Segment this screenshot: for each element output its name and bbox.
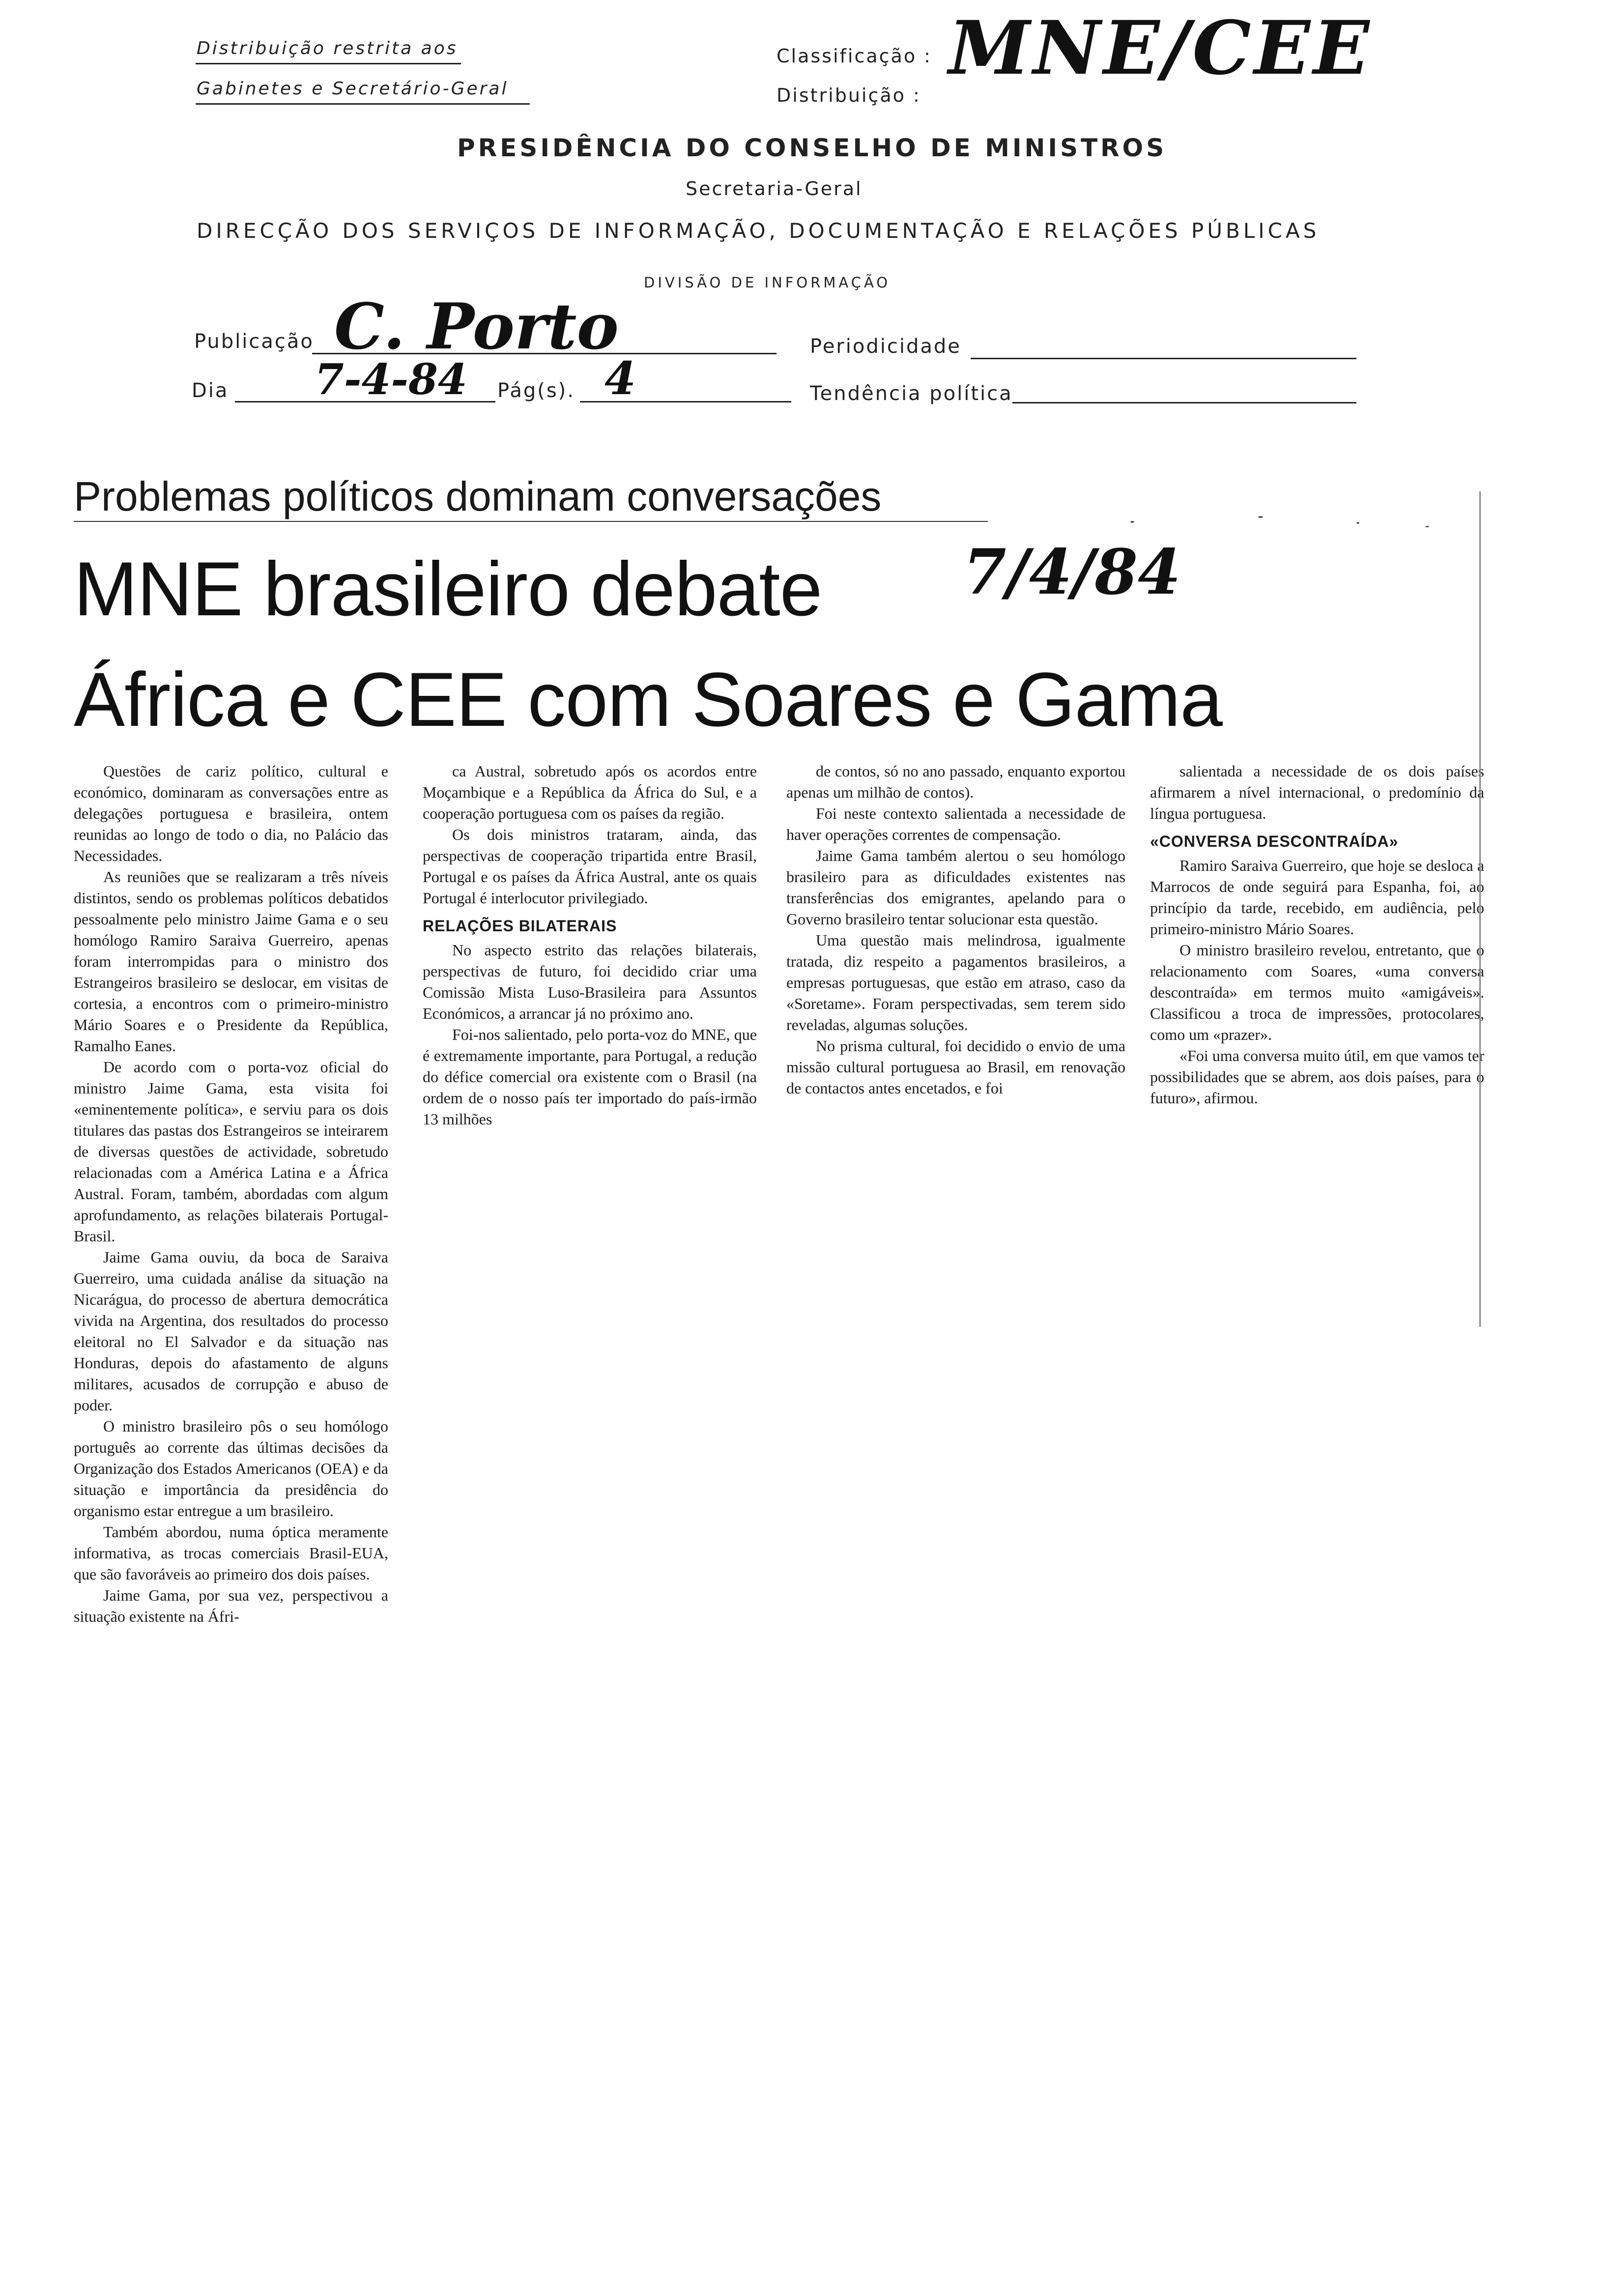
headline-handwritten-date: 7/4/84 [963,536,1181,608]
paragraph: Foi neste contexto salientada a necessidade de haver operações correntes de compensação. [786,804,1125,843]
article-column-4 [1150,761,1484,1109]
paragraph: Os dois ministros trataram, ainda, das perspectivas de cooperação tripartida entre Brasil, Portugal e os países da África Austral, ante os quais Portugal é interlocutor privilegiado. [423,826,757,907]
tendency-line [1012,402,1356,403]
day-label: Dia [192,379,229,402]
headline-line-1: MNE brasileiro debate [74,546,822,632]
article-column-2 [423,761,757,1130]
paragraph: Foi-nos salientado, pelo porta-voz do MNE, que é extremamente importante, para Portugal, a redução do défice comercial ora existente com o Brasil (na ordem de o nosso país ter importado do país-irmão 13 milhões [423,1026,757,1128]
tendency-label: Tendência política [810,382,1013,405]
division-title: DIVISÃO DE INFORMAÇÃO [644,274,891,291]
distribution-underline-1 [196,63,461,64]
distribution-label: Distribuição : [777,85,921,106]
distribution-line-1: Distribuição restrita aos [197,38,458,58]
scan-speck [1425,526,1429,527]
article-column-3 [786,761,1125,1099]
classification-label: Classificação : [777,45,932,67]
subhead-conversa-descontraida: «CONVERSA DESCONTRAÍDA» [1150,832,1399,850]
headline-line-2: África e CEE com Soares e Gama [74,657,1222,743]
paragraph: Ramiro Saraiva Guerreiro, que hoje se desloca a Marrocos de onde seguirá para Espanha, foi, ao princípio da tarde, recebido, em audiência, pelo primeiro-ministro Mário Soares. [1150,857,1484,938]
day-handwritten: 7-4-84 [315,355,467,404]
paragraph: Jaime Gama ouviu, da boca de Saraiva Guerreiro, uma cuidada análise da situação na Nicarágua, do processo de abertura democrática vivida na Argentina, dos resultados do processo eleitoral no El Salvador e da situação nas Honduras, depois do afastamento de alguns militares, acusados de corrupção e abuso de poder. [74,1248,388,1414]
paragraph: «Foi uma conversa muito útil, em que vamos ter possibilidades que se abrem, aos dois países, para o futuro», afirmou. [1150,1047,1484,1107]
scan-edge-line [1479,491,1483,1327]
kicker-rule [74,521,988,522]
secretariat-title: Secretaria-Geral [686,178,863,200]
paragraph: ca Austral, sobretudo após os acordos entre Moçambique e a República da África do Sul, e a cooperação portuguesa com os países da região. [423,762,757,822]
paragraph: O ministro brasileiro pôs o seu homólogo português ao corrente das últimas decisões da Organização dos Estados Americanos (OEA) e da situação e importância da presidência do organismo estar entregue a um brasileiro. [74,1417,388,1520]
paragraph: O ministro brasileiro revelou, entretanto, que o relacionamento com Soares, «uma conversa descontraída» em termos muito «amigáveis». Classificou a troca de impressões, protocolares, como um «prazer». [1150,941,1484,1043]
paragraph: Jaime Gama, por sua vez, perspectivou a situação existente na Áfri- [74,1586,388,1625]
paragraph: Jaime Gama também alertou o seu homólogo brasileiro para as dificuldades existentes nas transferências dos emigrantes, apelando para o Governo brasileiro tentar solucionar esta questão. [786,847,1125,928]
paragraph: salientada a necessidade de os dois países afirmarem a nível internacional, o predomínio da língua portuguesa. [1150,762,1484,822]
publication-handwritten: C. Porto [334,290,619,364]
subhead-relacoes-bilaterais: RELAÇÕES BILATERAIS [423,917,617,935]
office-title: PRESIDÊNCIA DO CONSELHO DE MINISTROS [457,134,1167,162]
paragraph: Uma questão mais melindrosa, igualmente tratada, diz respeito a pagamentos brasileiros, a empresas portuguesas, que estão em atraso, caso da «Soretame». Foram perspectivadas, sem terem sido reveladas, algumas soluções. [786,931,1125,1033]
paragraph: No prisma cultural, foi decidido o envio de uma missão cultural portuguesa ao Brasil, em renovação de contactos antes encetados, e foi [786,1037,1125,1097]
scan-speck [1258,516,1263,518]
scan-speck [1130,521,1134,523]
paragraph: As reuniões que se realizaram a três níveis distintos, sendo os problemas políticos debatidos pessoalmente pelo ministro Jaime Gama e o seu homólogo Ramiro Saraiva Guerreiro, apenas foram interrompidas para o ministro dos Estrangeiros brasileiro se deslocar, em visitas de cortesia, a encontros com o primeiro-ministro Mário Soares e o Presidente da República, Ramalho Eanes. [74,868,388,1055]
paragraph: Questões de cariz político, cultural e económico, dominaram as conversações entre as delegações portuguesa e brasileira, ontem reunidas ao longo de todo o dia, no Palácio das Necessidades. [74,762,388,864]
article-kicker: Problemas políticos dominam conversações [74,473,882,519]
paragraph: Também abordou, numa óptica meramente informativa, as trocas comerciais Brasil-EUA, que são favoráveis ao primeiro dos dois países. [74,1523,388,1583]
distribution-line-2: Gabinetes e Secretário-Geral [197,79,509,99]
pages-label: Pág(s). [497,379,575,402]
classification-handwritten: MNE/CEE [949,5,1373,91]
article-column-1 [74,761,388,1627]
periodicity-label: Periodicidade [810,335,961,358]
publication-label: Publicação [194,330,314,353]
pages-handwritten: 4 [604,352,636,405]
paragraph: No aspecto estrito das relações bilaterais, perspectivas de futuro, foi decidido criar uma Comissão Mista Luso-Brasileira para Assuntos Económicos, a arrancar já no próximo ano. [423,941,757,1022]
directorate-title: DIRECÇÃO DOS SERVIÇOS DE INFORMAÇÃO, DOCUMENTAÇÃO E RELAÇÕES PÚBLICAS [197,219,1320,243]
paragraph: de contos, só no ano passado, enquanto exportou apenas um milhão de contos). [786,762,1125,801]
scan-speck [1356,522,1359,524]
paragraph: De acordo com o porta-voz oficial do ministro Jaime Gama, esta visita foi «eminentemente política», e serviu para os dois titulares das pastas dos Estrangeiros se inteirarem de diversas questões de actividade, sobretudo relacionadas com a América Latina e a África Austral. Foram, também, abordadas com algum aprofundamento, as relações bilaterais Portugal-Brasil. [74,1058,388,1245]
periodicity-line [971,358,1356,359]
distribution-underline-2 [196,103,530,105]
